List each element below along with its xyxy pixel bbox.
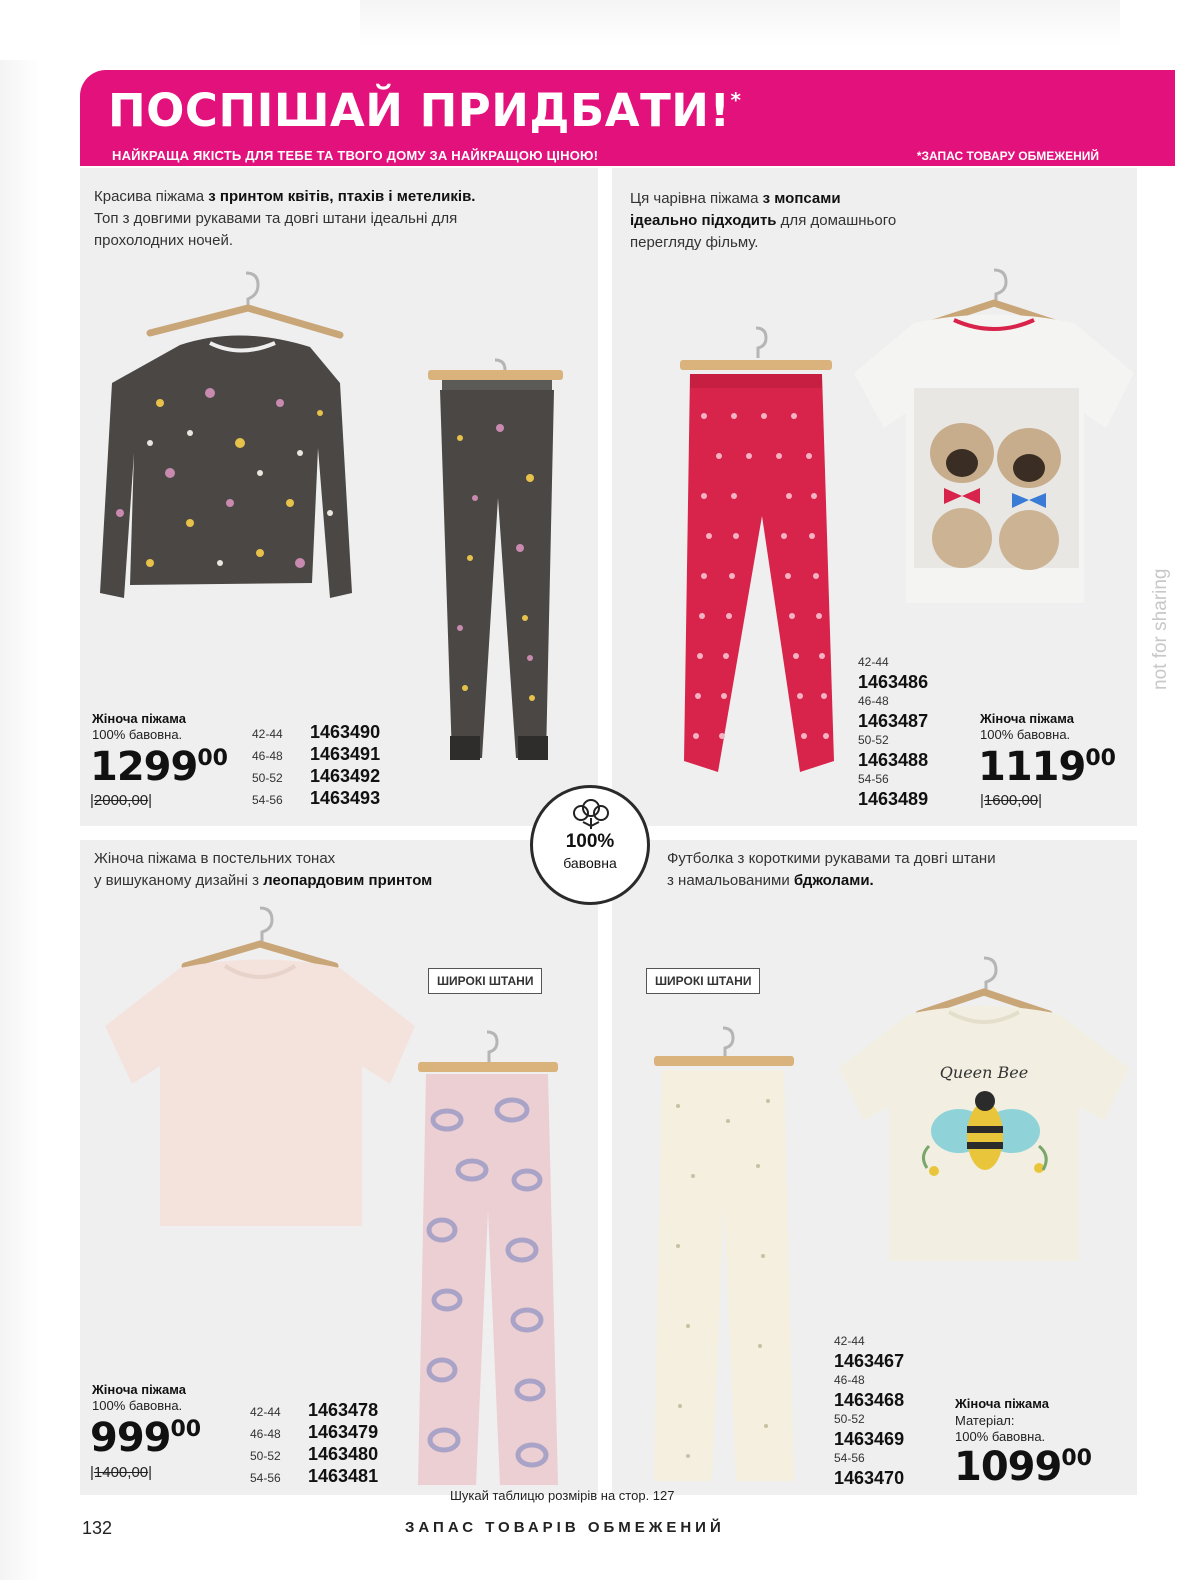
cotton-percent: 100% bbox=[565, 831, 615, 852]
product-old-price: |2000,00| bbox=[90, 792, 153, 809]
product-material: 100% бавовна. bbox=[980, 727, 1071, 742]
header-banner bbox=[80, 70, 1175, 166]
product-material: 100% бавовна. bbox=[92, 1398, 183, 1413]
product-price: 1099$^{00}$ bbox=[954, 1444, 1092, 1490]
product-material-label: Матеріал: bbox=[955, 1413, 1015, 1428]
code-row: 54-56 1463493 bbox=[252, 788, 381, 808]
pug-tshirt-image bbox=[844, 268, 1136, 608]
product-codes bbox=[250, 1400, 378, 1488]
product-description: Ця чарівна піжама з мопсами ідеально підходить для домашнього перегляду фільму. bbox=[630, 190, 897, 251]
wide-pants-tag: ШИРОКІ ШТАНИ bbox=[428, 968, 542, 994]
page-footer: ЗАПАС ТОВАРІВ ОБМЕЖЕНИЙ bbox=[405, 1519, 725, 1536]
cotton-badge bbox=[530, 785, 650, 905]
bleed-through-left bbox=[0, 60, 40, 1580]
product-material: 100% бавовна. bbox=[92, 727, 183, 742]
page-subtitle: НАЙКРАЩА ЯКІСТЬ ДЛЯ ТЕБЕ ТА ТВОГО ДОМУ ЗА НАЙКРАЩОЮ ЦІНОЮ! bbox=[112, 148, 599, 163]
product-old-price: |1400,00| bbox=[90, 1464, 153, 1481]
code-row: 42-44 1463490 bbox=[252, 722, 381, 742]
side-watermark: not for sharing bbox=[1150, 568, 1171, 690]
product-material: 100% бавовна. bbox=[955, 1429, 1046, 1444]
product-codes: 42-44 1463486 46-48 1463487 50-52 1463488 54-56 1463489 bbox=[858, 655, 929, 809]
product-name: Жіноча піжама bbox=[92, 711, 186, 726]
code-row: 46-48 1463479 bbox=[250, 1422, 379, 1442]
bee-tshirt-image bbox=[834, 956, 1134, 1266]
product-price: $999^{00}$ bbox=[90, 1415, 202, 1461]
product-name: Жіноча піжама bbox=[92, 1382, 186, 1397]
page-number: 132 bbox=[82, 1518, 113, 1538]
product-name: Жіноча піжама bbox=[980, 711, 1074, 726]
code-row: 50-52 1463480 bbox=[250, 1444, 379, 1464]
product-old-price: |1600,00| bbox=[980, 792, 1043, 809]
stock-note: *ЗАПАС ТОВАРУ ОБМЕЖЕНИЙ bbox=[916, 149, 1099, 163]
floral-pants-image bbox=[420, 358, 570, 778]
bleed-through-top bbox=[360, 0, 1120, 46]
code-row: 42-44 1463478 bbox=[250, 1400, 379, 1420]
wide-pants-tag: ШИРОКІ ШТАНИ bbox=[646, 968, 760, 994]
product-price: 1119$^{00}$ bbox=[978, 744, 1116, 790]
product-price: 1299$^{00}$ bbox=[90, 744, 228, 790]
product-card-leopard[interactable] bbox=[80, 840, 598, 1495]
product-card-floral[interactable] bbox=[80, 168, 598, 826]
product-codes: 42-44 1463467 46-48 1463468 50-52 1463469 54-56 1463470 bbox=[834, 1334, 905, 1488]
page-title: ПОСПІШАЙ ПРИДБАТИ!* bbox=[108, 84, 742, 137]
size-table-footnote: Шукай таблицю розмірів на стор. 127 bbox=[450, 1488, 675, 1503]
leopard-pants-image bbox=[412, 1030, 562, 1490]
code-row: 50-52 1463492 bbox=[252, 766, 381, 786]
pink-pants-image bbox=[674, 326, 839, 776]
product-description: Красива піжама з принтом квітів, птахів і метеликів. Топ з довгими рукавами та довгі штани ідеальні для прохолодних ночей. bbox=[94, 188, 476, 249]
product-codes bbox=[252, 722, 380, 810]
product-description: Жіноча піжама в постельних тонах у вишуканому дизайні з леопардовим принтом bbox=[94, 850, 433, 889]
cotton-flower-icon bbox=[571, 796, 611, 830]
bee-pants-image bbox=[648, 1026, 798, 1486]
beige-tshirt-image bbox=[100, 906, 420, 1226]
svg-text:Queen Bee: Queen Bee bbox=[939, 1063, 1029, 1082]
cotton-label: бавовна bbox=[563, 855, 617, 871]
product-description: Футболка з короткими рукавами та довгі штани з намальованими бджолами. bbox=[667, 850, 996, 889]
product-card-pugs[interactable] bbox=[612, 168, 1137, 826]
code-row: 54-56 1463481 bbox=[250, 1466, 379, 1486]
product-name: Жіноча піжама bbox=[955, 1396, 1049, 1411]
code-row: 46-48 1463491 bbox=[252, 744, 381, 764]
product-card-bees[interactable] bbox=[612, 840, 1137, 1495]
floral-top-image bbox=[90, 263, 360, 633]
